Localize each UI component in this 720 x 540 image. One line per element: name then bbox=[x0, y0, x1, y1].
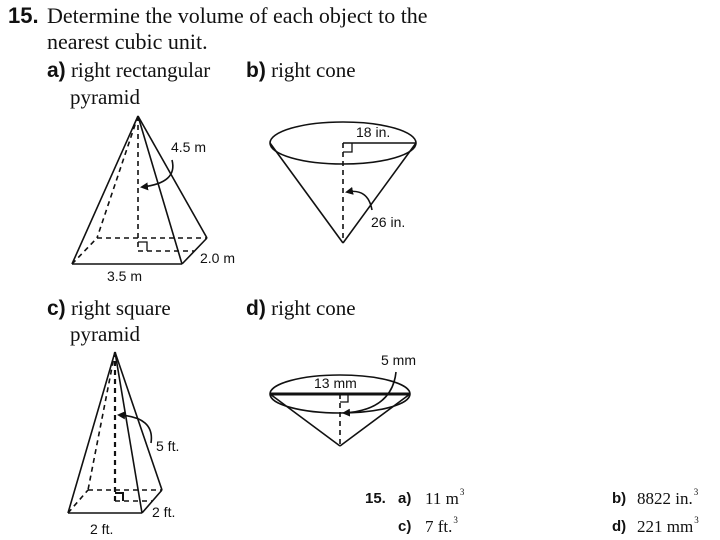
figure-c-width-label: 2 ft. bbox=[152, 504, 176, 520]
figure-c-height-label: 5 ft. bbox=[156, 438, 180, 454]
answer-c-exponent: 3 bbox=[453, 515, 458, 525]
part-c-title-line2: pyramid bbox=[70, 322, 140, 346]
question-number: 15. bbox=[8, 3, 39, 28]
part-d-title: right cone bbox=[271, 296, 356, 320]
part-a-title-line1: right rectangular bbox=[70, 58, 211, 82]
figure-a-width-label: 2.0 m bbox=[200, 250, 236, 266]
answer-a-label: a) bbox=[398, 490, 412, 507]
answer-d bbox=[637, 515, 699, 537]
part-a-title-line2: pyramid bbox=[70, 85, 140, 109]
part-c-title-line1: right square bbox=[70, 296, 171, 320]
answer-d-value: 221 mm bbox=[637, 517, 694, 536]
figure-a-length-label: 3.5 m bbox=[107, 268, 143, 284]
answer-c-label: c) bbox=[398, 518, 412, 535]
answer-a-value: 11 m bbox=[425, 489, 459, 508]
figure-c-square-pyramid bbox=[68, 352, 162, 513]
answers-number: 15. bbox=[365, 490, 386, 507]
figure-b-height-label: 26 in. bbox=[371, 214, 406, 230]
figure-d-height-label: 5 mm bbox=[381, 352, 416, 368]
answer-b-exponent: 3 bbox=[693, 487, 699, 497]
question-text-line2: nearest cubic unit. bbox=[47, 29, 208, 54]
answer-d-exponent: 3 bbox=[694, 515, 699, 525]
figure-a-height-label: 4.5 m bbox=[171, 139, 207, 155]
answer-c bbox=[425, 515, 458, 537]
part-a-letter: a) bbox=[47, 59, 66, 82]
answer-b bbox=[637, 487, 698, 509]
answer-a-exponent: 3 bbox=[459, 487, 465, 497]
part-b-title: right cone bbox=[271, 58, 356, 82]
question-text-line1: Determine the volume of each object to the bbox=[47, 3, 428, 28]
answer-b-label: b) bbox=[612, 490, 627, 507]
answer-c-value: 7 ft. bbox=[425, 517, 453, 536]
figure-c-length-label: 2 ft. bbox=[90, 521, 114, 537]
part-d-letter: d) bbox=[246, 297, 266, 320]
figure-b-radius-label: 18 in. bbox=[356, 124, 391, 140]
figure-d-diameter-label: 13 mm bbox=[314, 375, 357, 391]
part-c-letter: c) bbox=[47, 297, 66, 320]
answer-a bbox=[425, 487, 464, 509]
part-b-letter: b) bbox=[246, 59, 266, 82]
answer-d-label: d) bbox=[612, 518, 627, 535]
answer-b-value: 8822 in. bbox=[637, 489, 693, 508]
